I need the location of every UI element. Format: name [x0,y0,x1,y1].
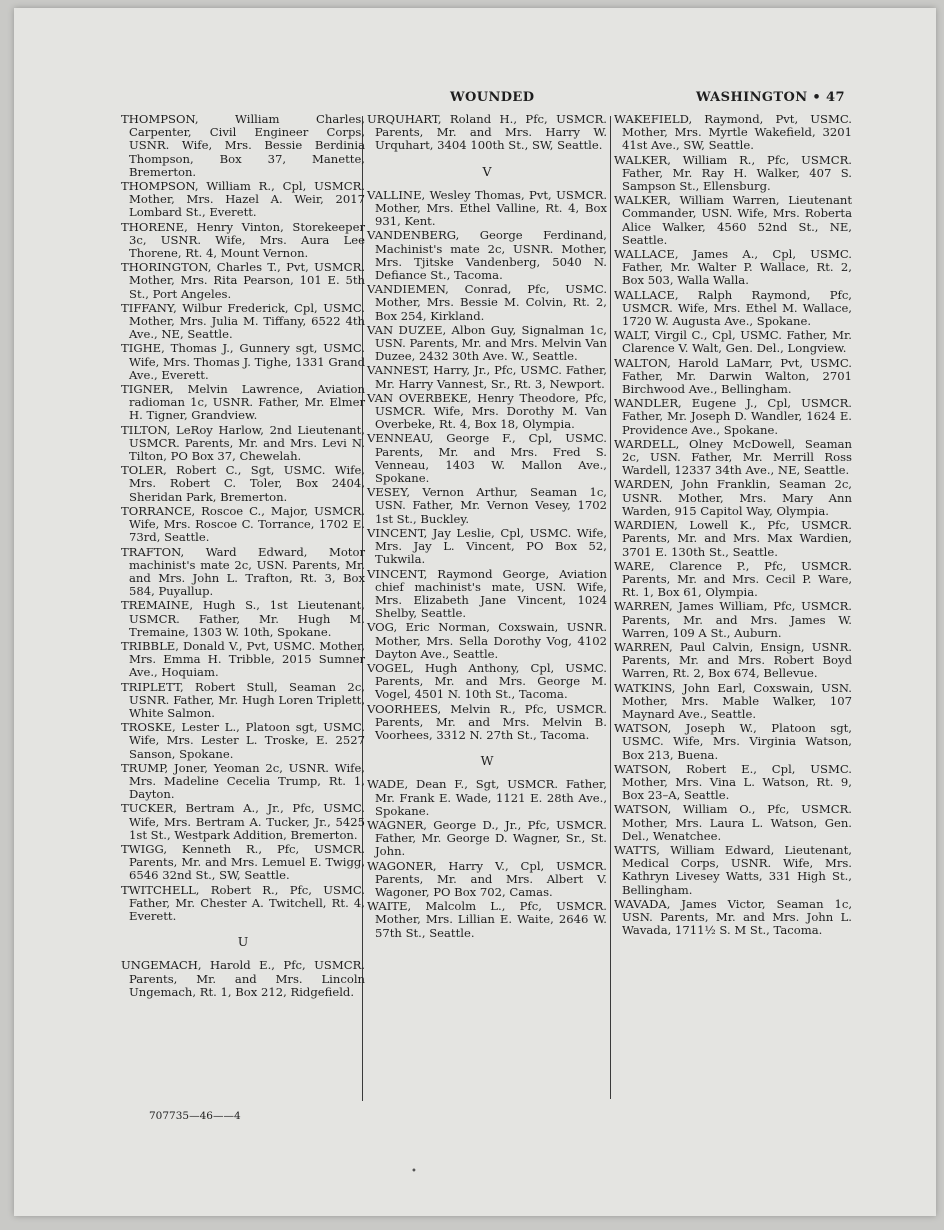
running-header-state-page: WASHINGTON • 47 [696,90,845,105]
casualty-entry: VINCENT, Raymond George, Aviation chief machinist's mate, USN. Wife, Mrs. Elizabeth Jane Vincent, 1024 Shelby, Seattle. [367,566,607,621]
column-1 [121,113,365,1000]
casualty-entry: VOGEL, Hugh Anthony, Cpl, USMC. Parents, Mr. and Mrs. George M. Vogel, 4501 N. 10th St., Tacoma. [367,660,607,702]
casualty-entry: VAN DUZEE, Albon Guy, Signalman 1c, USN. Parents, Mr. and Mrs. Melvin Van Duzee, 2432 30th Ave. W., Seattle. [367,322,607,364]
casualty-entry: WAVADA, James Victor, Seaman 1c, USN. Parents, Mr. and Mrs. John L. Wavada, 1711½ S. M St., Tacoma. [614,896,852,938]
casualty-entry: TIGNER, Melvin Lawrence, Aviation radioman 1c, USNR. Father, Mr. Elmer H. Tigner, Grandview. [121,382,365,423]
casualty-entry: TIFFANY, Wilbur Frederick, Cpl, USMC. Mother, Mrs. Julia M. Tiffany, 6522 4th Ave., NE, Seattle. [121,300,365,342]
casualty-entry: VANDIEMEN, Conrad, Pfc, USMC. Mother, Mrs. Bessie M. Colvin, Rt. 2, Box 254, Kirkland. [367,282,607,323]
casualty-entry: THORENE, Henry Vinton, Storekeeper 3c, USNR. Wife, Mrs. Aura Lee Thorene, Rt. 4, Mount Vernon. [121,219,365,261]
casualty-entry: WATSON, Joseph W., Platoon sgt, USMC. Wife, Mrs. Virginia Watson, Box 213, Buena. [614,721,852,762]
casualty-entry: VOG, Eric Norman, Coxswain, USNR. Mother, Mrs. Sella Dorothy Vog, 4102 Dayton Ave., Seattle. [367,620,607,661]
page-sheet [14,8,936,1216]
section-letter-heading: U [237,934,249,950]
casualty-entry: VAN OVERBEKE, Henry Theodore, Pfc, USMCR. Wife, Mrs. Dorothy M. Van Overbeke, Rt. 4, Box 18, Olympia. [367,390,607,432]
casualty-entry: WATTS, William Edward, Lieutenant, Medical Corps, USNR. Wife, Mrs. Kathryn Livesey Watts, 331 High St., Bellingham. [614,842,852,897]
casualty-entry: TRAFTON, Ward Edward, Motor machinist's mate 2c, USN. Parents, Mr. and Mrs. John L. Trafton, Rt. 3, Box 584, Puyallup. [121,544,365,599]
casualty-entry: WALKER, William R., Pfc, USMCR. Father, Mr. Ray H. Walker, 407 S. Sampson St., Ellensburg. [614,152,852,194]
casualty-entry: WAGNER, George D., Jr., Pfc, USMCR. Father, Mr. George D. Wagner, Sr., St. John. [367,817,607,859]
running-header-section: WOUNDED [450,90,535,105]
casualty-entry: WALLACE, James A., Cpl, USMC. Father, Mr. Walter P. Wallace, Rt. 2, Box 503, Walla Walla. [614,247,852,288]
casualty-entry: WATSON, William O., Pfc, USMCR. Mother, Mrs. Laura L. Watson, Gen. Del., Wenatchee. [614,802,852,843]
casualty-entry: VENNEAU, George F., Cpl, USMC. Parents, Mr. and Mrs. Fred S. Venneau, 1403 W. Mallon Ave., Spokane. [367,431,607,486]
casualty-entry: VALLINE, Wesley Thomas, Pvt, USMCR. Mother, Mrs. Ethel Valline, Rt. 4, Box 931, Kent. [367,187,607,229]
print-code: 707735—46——4 [149,1110,241,1122]
casualty-entry: VINCENT, Jay Leslie, Cpl, USMC. Wife, Mrs. Jay L. Vincent, PO Box 52, Tukwila. [367,525,607,567]
casualty-entry: WARE, Clarence P., Pfc, USMCR. Parents, Mr. and Mrs. Cecil P. Ware, Rt. 1, Box 61, Olympia. [614,558,852,600]
casualty-entry: VESEY, Vernon Arthur, Seaman 1c, USN. Father, Mr. Vernon Vesey, 1702 1st St., Buckley. [367,485,607,526]
casualty-entry: WAGONER, Harry V., Cpl, USMCR. Parents, Mr. and Mrs. Albert V. Wagoner, PO Box 702, Camas. [367,858,607,899]
casualty-entry: WATSON, Robert E., Cpl, USMC. Mother, Mrs. Vina L. Watson, Rt. 9, Box 23–A, Seattle. [614,761,852,803]
casualty-entry: TORRANCE, Roscoe C., Major, USMCR. Wife, Mrs. Roscoe C. Torrance, 1702 E. 73rd, Seattle. [121,503,365,545]
section-letter-heading: V [482,163,492,179]
column-2 [367,113,607,941]
casualty-entry: WARDELL, Olney McDowell, Seaman 2c, USN. Father, Mr. Merrill Ross Wardell, 12337 34th Ave., NE, Seattle. [614,436,852,478]
casualty-entry: WADE, Dean F., Sgt, USMCR. Father, Mr. Frank E. Wade, 1121 E. 28th Ave., Spokane. [367,777,607,818]
casualty-entry: WALKER, William Warren, Lieutenant Commander, USN. Wife, Mrs. Roberta Alice Walker, 4560 52nd St., NE, Seattle. [614,193,852,247]
casualty-entry: TRIBBLE, Donald V., Pvt, USMC. Mother, Mrs. Emma H. Tribble, 2015 Sumner Ave., Hoquiam. [121,638,365,680]
casualty-entry: TIGHE, Thomas J., Gunnery sgt, USMC. Wife, Mrs. Thomas J. Tighe, 1331 Grand Ave., Everett. [121,341,365,382]
casualty-entry: WAITE, Malcolm L., Pfc, USMCR. Mother, Mrs. Lillian E. Waite, 2646 W. 57th St., Seattle. [367,899,607,940]
casualty-entry: WALLACE, Ralph Raymond, Pfc, USMCR. Wife, Mrs. Ethel M. Wallace, 1720 W. Augusta Ave., Spokane. [614,287,852,329]
casualty-entry: WAKEFIELD, Raymond, Pvt, USMC. Mother, Mrs. Myrtle Wakefield, 3201 41st Ave., SW, Seattle. [614,112,852,153]
casualty-entry: WARREN, James William, Pfc, USMCR. Parents, Mr. and Mrs. James W. Warren, 109 A St., Auburn. [614,599,852,640]
casualty-entry: TRUMP, Joner, Yeoman 2c, USNR. Wife, Mrs. Madeline Cecelia Trump, Rt. 1, Dayton. [121,760,365,802]
casualty-entry: WARDIEN, Lowell K., Pfc, USMCR. Parents, Mr. and Mrs. Max Wardien, 3701 E. 130th St., Seattle. [614,518,852,559]
casualty-entry: TWIGG, Kenneth R., Pfc, USMCR. Parents, Mr. and Mrs. Lemuel E. Twigg, 6546 32nd St., SW, Seattle. [121,841,365,883]
scan-mark: • [411,1166,417,1177]
casualty-entry: WANDLER, Eugene J., Cpl, USMCR. Father, Mr. Joseph D. Wandler, 1624 E. Providence Ave., Spokane. [614,396,852,437]
column-3 [614,113,852,938]
casualty-entry: WALTON, Harold LaMarr, Pvt, USMC. Father, Mr. Darwin Walton, 2701 Birchwood Ave., Bellingham. [614,355,852,397]
casualty-entry: VANNEST, Harry, Jr., Pfc, USMC. Father, Mr. Harry Vannest, Sr., Rt. 3, Newport. [367,363,607,391]
casualty-entry: THOMPSON, William Charles, Carpenter, Civil Engineer Corps, USNR. Wife, Mrs. Bessie Berdinia Thompson, Box 37, Manette, Bremerton. [121,112,365,179]
casualty-entry: VOORHEES, Melvin R., Pfc, USMCR. Parents, Mr. and Mrs. Melvin B. Voorhees, 3312 N. 27th St., Tacoma. [367,701,607,742]
casualty-entry: TREMAINE, Hugh S., 1st Lieutenant, USMCR. Father, Mr. Hugh M. Tremaine, 1303 W. 10th, Spokane. [121,598,365,639]
casualty-entry: UNGEMACH, Harold E., Pfc, USMCR. Parents, Mr. and Mrs. Lincoln Ungemach, Rt. 1, Box 212, Ridgefield. [121,958,365,999]
casualty-entry: URQUHART, Roland H., Pfc, USMCR. Parents, Mr. and Mrs. Harry W. Urquhart, 3404 100th St., SW, Seattle. [367,112,607,153]
casualty-entry: THORINGTON, Charles T., Pvt, USMCR. Mother, Mrs. Rita Pearson, 101 E. 5th St., Port Angeles. [121,260,365,301]
casualty-entry: TUCKER, Bertram A., Jr., Pfc, USMC. Wife, Mrs. Bertram A. Tucker, Jr., 5425 1st St., Westpark Addition, Bremerton. [121,801,365,842]
casualty-entry: WARDEN, John Franklin, Seaman 2c, USNR. Mother, Mrs. Mary Ann Warden, 915 Capitol Way, Olympia. [614,477,852,518]
casualty-entry: TWITCHELL, Robert R., Pfc, USMC. Father, Mr. Chester A. Twitchell, Rt. 4, Everett. [121,882,365,923]
casualty-entry: WARREN, Paul Calvin, Ensign, USNR. Parents, Mr. and Mrs. Robert Boyd Warren, Rt. 2, Box 674, Bellevue. [614,639,852,681]
casualty-entry: TOLER, Robert C., Sgt, USMC. Wife, Mrs. Robert C. Toler, Box 2404, Sheridan Park, Bremerton. [121,463,365,504]
casualty-entry: TRIPLETT, Robert Stull, Seaman 2c, USNR. Father, Mr. Hugh Loren Triplett, White Salmon. [121,679,365,720]
casualty-entry: TROSKE, Lester L., Platoon sgt, USMC. Wife, Mrs. Lester L. Troske, E. 2527 Sanson, Spokane. [121,720,365,761]
section-letter-heading: W [480,753,494,769]
column-rule-2 [610,116,611,1099]
casualty-entry: THOMPSON, William R., Cpl, USMCR. Mother, Mrs. Hazel A. Weir, 2017 Lombard St., Everett. [121,179,365,220]
casualty-entry: VANDENBERG, George Ferdinand, Machinist's mate 2c, USNR. Mother, Mrs. Tjitske Vandenberg, 5040 N. Defiance St., Tacoma. [367,228,607,283]
casualty-entry: TILTON, LeRoy Harlow, 2nd Lieutenant, USMCR. Parents, Mr. and Mrs. Levi N. Tilton, PO Box 37, Chewelah. [121,422,365,464]
casualty-entry: WALT, Virgil C., Cpl, USMC. Father, Mr. Clarence V. Walt, Gen. Del., Longview. [614,328,852,356]
casualty-entry: WATKINS, John Earl, Coxswain, USN. Mother, Mrs. Mable Walker, 107 Maynard Ave., Seattle. [614,680,852,721]
